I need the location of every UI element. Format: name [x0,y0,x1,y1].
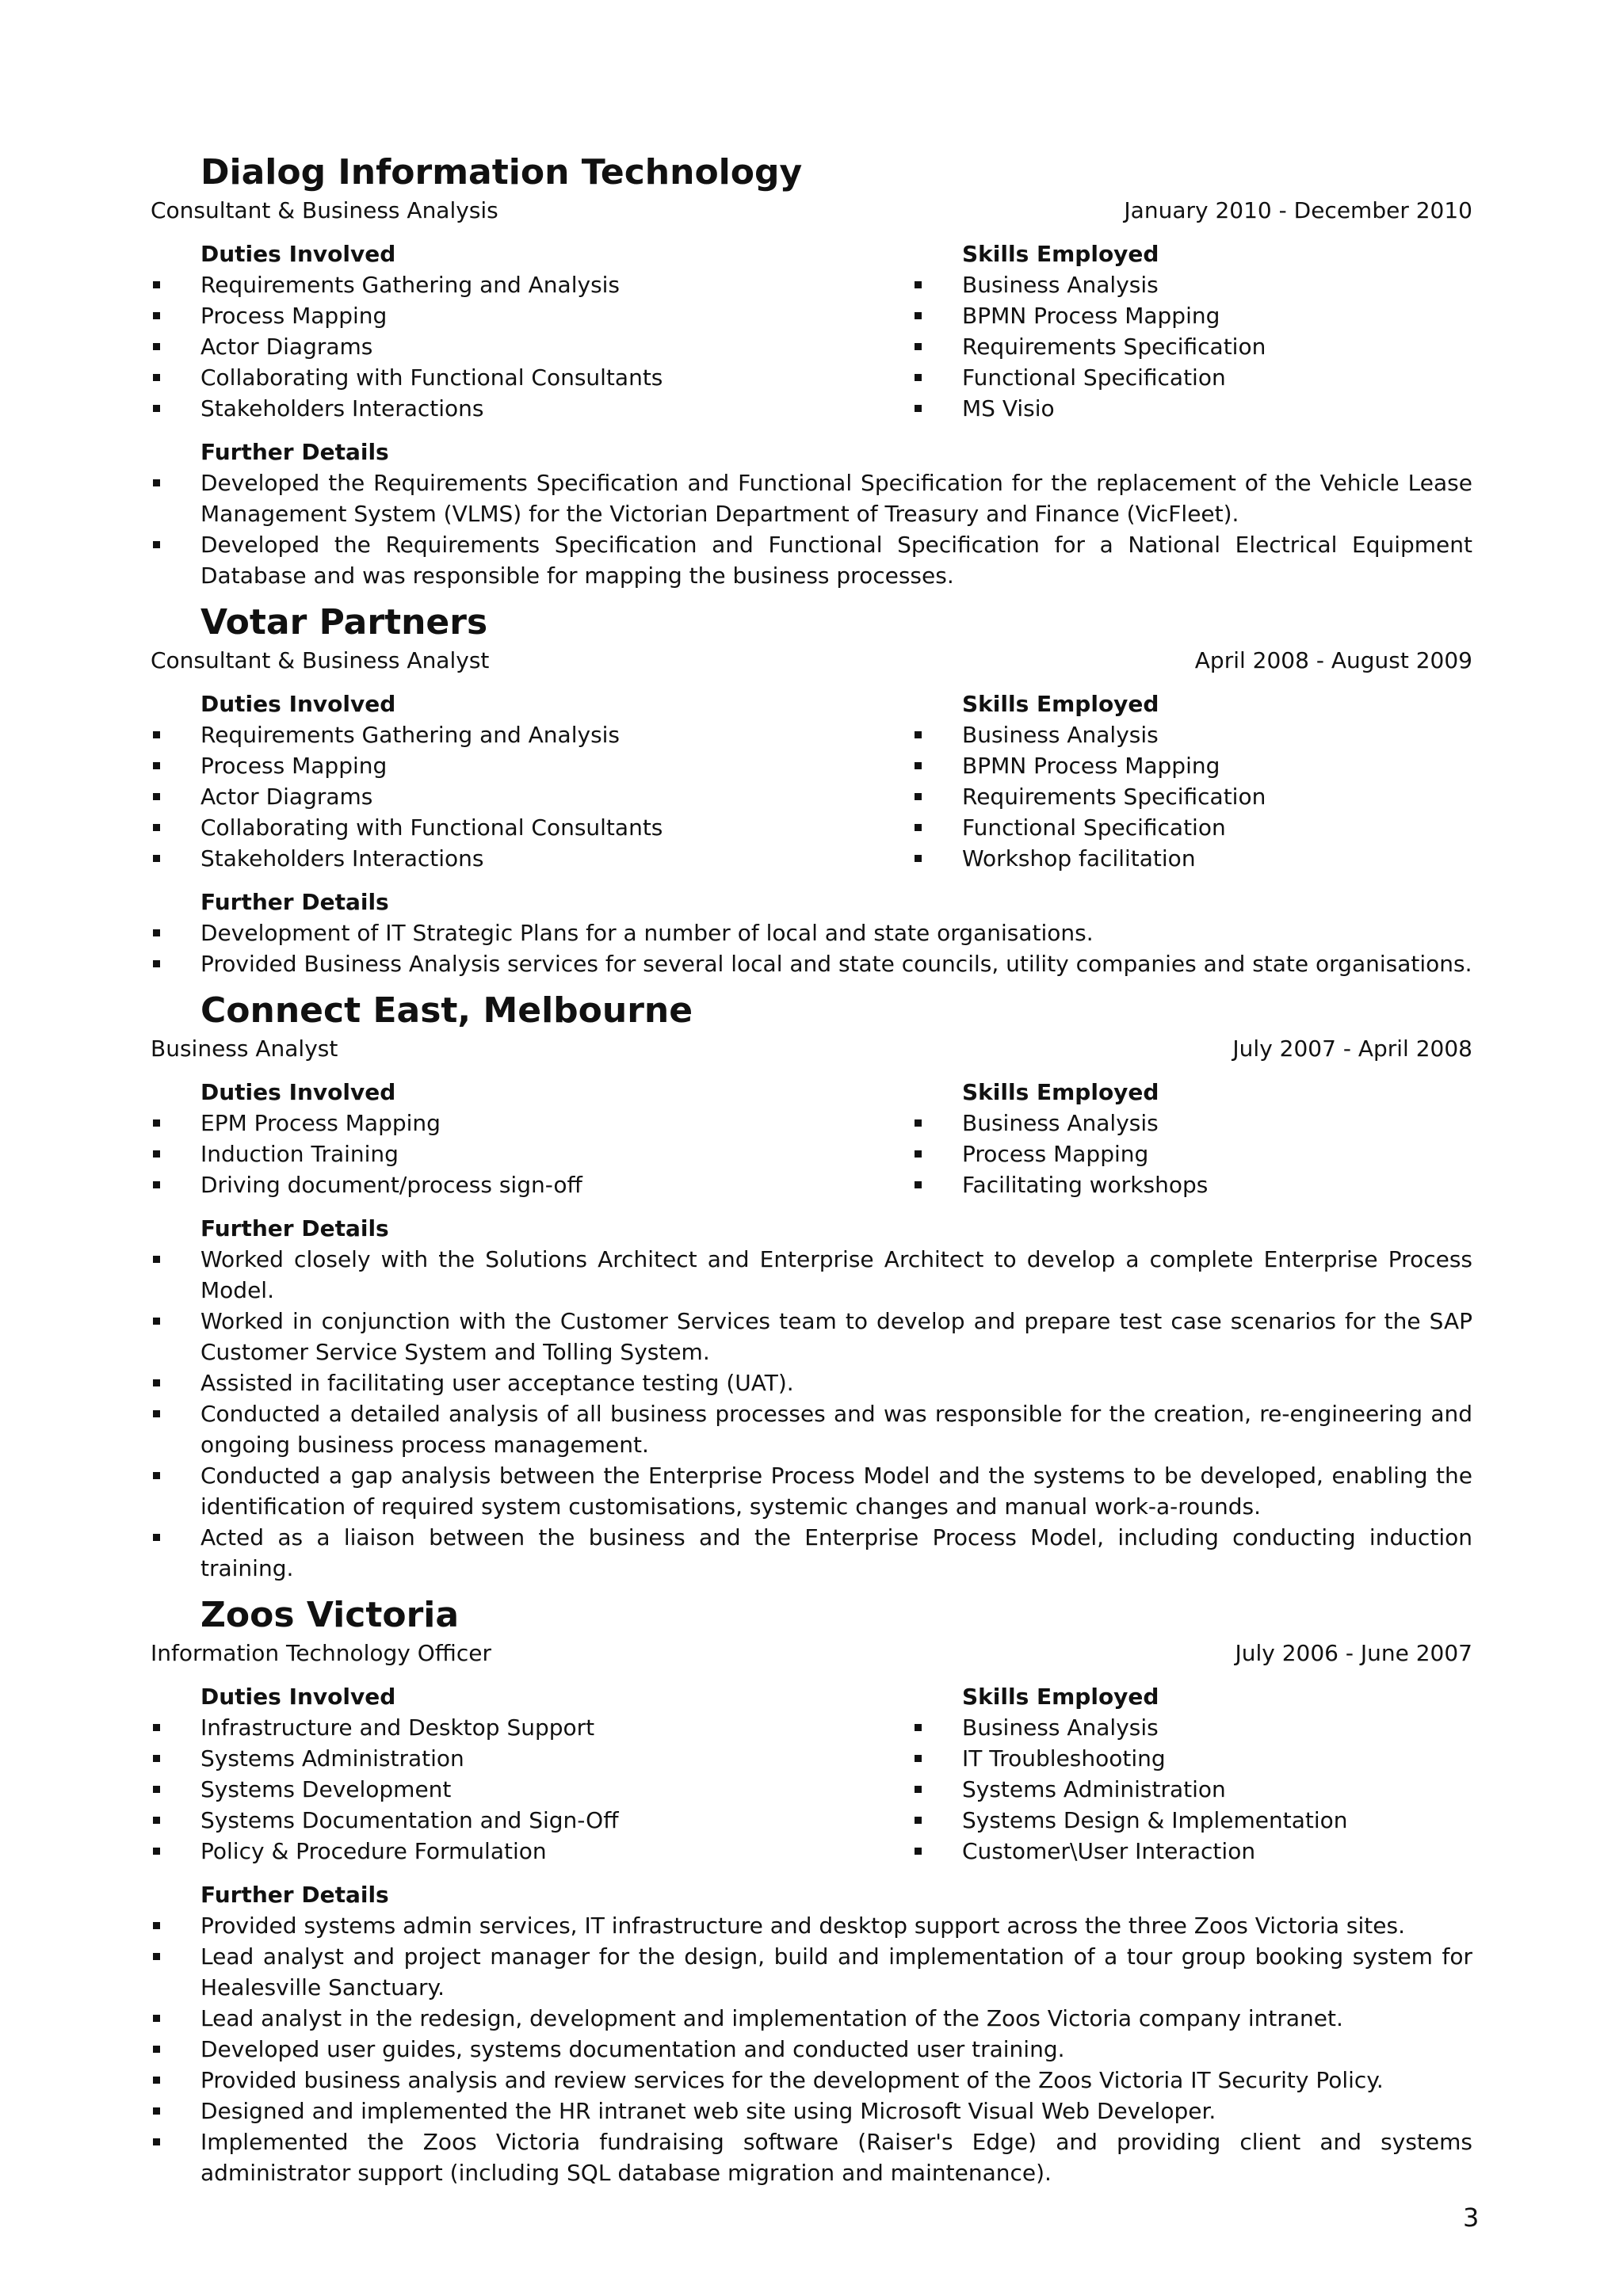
detail-item: Worked closely with the Solutions Architect and Enterprise Architect to develop a complete Enterprise Process Model. [151,1244,1472,1306]
duties-column [151,1077,912,1200]
skill-item: Requirements Specification [912,331,1472,362]
skills-column [912,1681,1472,1867]
skill-item: BPMN Process Mapping [912,750,1472,781]
skills-column [912,1077,1472,1200]
detail-item: Worked in conjunction with the Customer Services team to develop and prepare test case scenarios for the SAP Customer Service System and Tolling System. [151,1306,1472,1367]
duty-item: EPM Process Mapping [151,1108,912,1138]
company-name: Zoos Victoria [200,1595,460,1635]
skills-heading: Skills Employed [962,1684,1159,1710]
date-range: April 2008 - August 2009 [1194,647,1472,673]
detail-item: Lead analyst and project manager for the design, build and implementation of a tour group booking system for Healesville Sanctuary. [151,1941,1472,2003]
skill-item: IT Troubleshooting [912,1743,1472,1774]
duty-item: Induction Training [151,1138,912,1169]
further-details-list [151,467,1472,591]
job-section [151,601,1472,979]
duties-column [151,238,912,424]
duties-skills-columns [151,1681,1472,1867]
duties-heading: Duties Involved [200,1079,396,1105]
further-details-list [151,917,1472,979]
duty-item: Stakeholders Interactions [151,393,912,424]
company-name: Votar Partners [200,602,488,643]
detail-item: Conducted a gap analysis between the Enterprise Process Model and the systems to be developed, enabling the identification of required system customisations, systemic changes and manual work-a-rounds. [151,1460,1472,1522]
job-title: Information Technology Officer [151,1640,491,1666]
detail-item: Provided business analysis and review services for the development of the Zoos Victoria IT Security Policy. [151,2065,1472,2096]
job-title: Business Analyst [151,1035,338,1062]
skill-item: Systems Administration [912,1774,1472,1805]
skills-list [912,1108,1472,1200]
duty-item: Systems Development [151,1774,912,1805]
skill-item: Functional Specification [912,812,1472,843]
duties-list [151,1712,912,1867]
further-details-heading: Further Details [200,439,389,465]
duty-item: Driving document/process sign-off [151,1169,912,1200]
duties-heading: Duties Involved [200,691,396,717]
skills-heading: Skills Employed [962,691,1159,717]
resume-page [151,151,1472,2198]
skill-item: Systems Design & Implementation [912,1805,1472,1836]
duties-heading: Duties Involved [200,241,396,267]
duty-item: Actor Diagrams [151,781,912,812]
further-details [151,1879,1472,2188]
duty-item: Actor Diagrams [151,331,912,362]
detail-item: Developed the Requirements Specification and Functional Specification for a National Electrical Equipment Database and was responsible for mapping the business processes. [151,529,1472,591]
detail-item: Provided systems admin services, IT infrastructure and desktop support across the three Zoos Victoria sites. [151,1910,1472,1941]
role-line [151,195,1472,226]
job-title: Consultant & Business Analysis [151,197,498,223]
detail-item: Lead analyst in the redesign, development and implementation of the Zoos Victoria company intranet. [151,2003,1472,2034]
skill-item: Facilitating workshops [912,1169,1472,1200]
detail-item: Designed and implemented the HR intranet web site using Microsoft Visual Web Developer. [151,2096,1472,2126]
skill-item: Business Analysis [912,269,1472,300]
job-title: Consultant & Business Analyst [151,647,490,673]
detail-item: Assisted in facilitating user acceptance testing (UAT). [151,1367,1472,1398]
duty-item: Collaborating with Functional Consultants [151,362,912,393]
job-section [151,1593,1472,2188]
role-line [151,1033,1472,1064]
detail-item: Developed user guides, systems documentation and conducted user training. [151,2034,1472,2065]
skill-item: Business Analysis [912,1712,1472,1743]
duty-item: Collaborating with Functional Consultants [151,812,912,843]
duties-heading: Duties Involved [200,1684,396,1710]
duty-item: Requirements Gathering and Analysis [151,719,912,750]
duties-skills-columns [151,688,1472,874]
further-details-heading: Further Details [200,1882,389,1908]
further-details-heading: Further Details [200,1215,389,1241]
skills-column [912,688,1472,874]
duty-item: Infrastructure and Desktop Support [151,1712,912,1743]
detail-item: Implemented the Zoos Victoria fundraising software (Raiser's Edge) and providing client and systems administrator support (including SQL database migration and maintenance). [151,2126,1472,2188]
skill-item: MS Visio [912,393,1472,424]
skill-item: BPMN Process Mapping [912,300,1472,331]
skill-item: Customer\User Interaction [912,1836,1472,1867]
duty-item: Process Mapping [151,750,912,781]
detail-item: Developed the Requirements Specification and Functional Specification for the replacement of the Vehicle Lease Management System (VLMS) for the Victorian Department of Treasury and Finance (VicFleet). [151,467,1472,529]
skill-item: Process Mapping [912,1138,1472,1169]
duties-column [151,688,912,874]
skills-list [912,269,1472,424]
duties-skills-columns [151,238,1472,424]
date-range: July 2007 - April 2008 [1232,1035,1472,1062]
detail-item: Acted as a liaison between the business and the Enterprise Process Model, including conducting induction training. [151,1522,1472,1584]
duty-item: Process Mapping [151,300,912,331]
further-details [151,887,1472,979]
skill-item: Workshop facilitation [912,843,1472,874]
further-details-list [151,1244,1472,1584]
skills-column [912,238,1472,424]
date-range: July 2006 - June 2007 [1235,1640,1472,1666]
duties-list [151,1108,912,1200]
company-name: Connect East, Melbourne [200,990,693,1031]
company-name: Dialog Information Technology [200,152,803,193]
duties-list [151,269,912,424]
further-details [151,1213,1472,1584]
skills-list [912,1712,1472,1867]
skills-heading: Skills Employed [962,241,1159,267]
further-details-list [151,1910,1472,2188]
role-line [151,645,1472,676]
duty-item: Policy & Procedure Formulation [151,1836,912,1867]
duty-item: Systems Documentation and Sign-Off [151,1805,912,1836]
duties-list [151,719,912,874]
skill-item: Requirements Specification [912,781,1472,812]
detail-item: Conducted a detailed analysis of all business processes and was responsible for the creation, re-engineering and ongoing business process management. [151,1398,1472,1460]
skills-list [912,719,1472,874]
job-section [151,989,1472,1584]
date-range: January 2010 - December 2010 [1124,197,1472,223]
duty-item: Requirements Gathering and Analysis [151,269,912,300]
further-details [151,437,1472,591]
skill-item: Functional Specification [912,362,1472,393]
page-number: 3 [1463,2203,1480,2233]
duties-skills-columns [151,1077,1472,1200]
role-line [151,1638,1472,1669]
skills-heading: Skills Employed [962,1079,1159,1105]
detail-item: Provided Business Analysis services for several local and state councils, utility companies and state organisations. [151,948,1472,979]
detail-item: Development of IT Strategic Plans for a number of local and state organisations. [151,917,1472,948]
duties-column [151,1681,912,1867]
further-details-heading: Further Details [200,889,389,915]
job-section [151,151,1472,591]
duty-item: Stakeholders Interactions [151,843,912,874]
skill-item: Business Analysis [912,719,1472,750]
duty-item: Systems Administration [151,1743,912,1774]
skill-item: Business Analysis [912,1108,1472,1138]
